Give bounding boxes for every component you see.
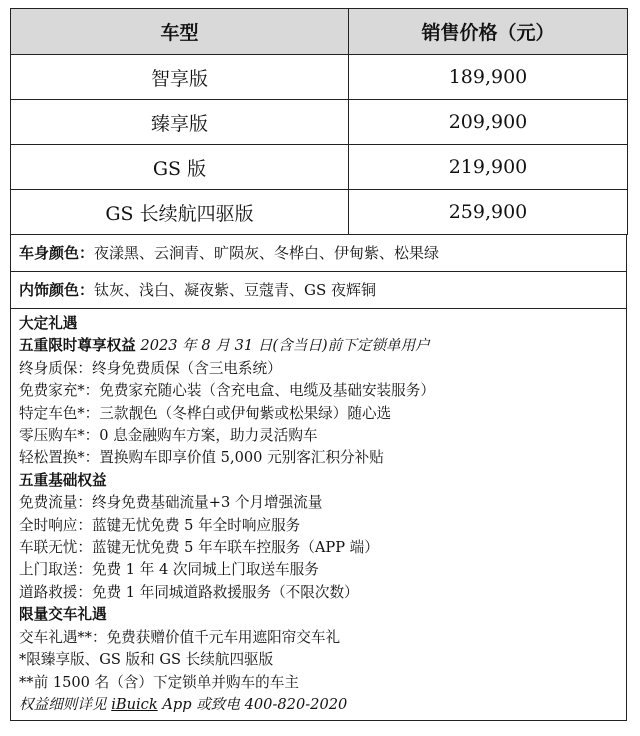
footnote: *限臻享版、GS 版和 GS 长续航四驱版 [19,651,274,669]
limited-heading: 五重限时尊享权益 [19,337,136,355]
footnote: **前 1500 名（含）下定锁单并购车的车主 [19,673,299,691]
price-cell: 259,900 [349,190,628,235]
model-cell: GS 长续航四驱版 [11,190,349,235]
price-table [10,8,628,235]
basic-heading: 五重基础权益 [19,471,107,489]
list-item: 交车礼遇**：免费获赠价值千元车用遮阳帘交车礼 [19,628,341,646]
interior-color-row [10,272,627,309]
table-row [11,100,628,145]
list-item: 零压购车*：0 息金融购车方案，助力灵活购车 [19,427,318,445]
list-item: 车联无忧：蓝键无忧免费 5 年车联车控服务（APP 端） [19,539,379,557]
body-color-value: 夜漾黑、云涧青、旷陨灰、冬桦白、伊甸紫、松果绿 [94,244,440,262]
delivery-heading: 限量交车礼遇 [19,606,107,624]
list-item: 免费流量：终身免费基础流量+3 个月增强流量 [19,494,323,512]
price-cell: 219,900 [349,145,628,190]
limited-heading-note: 2023 年 8 月 31 日(含当日)前下定锁单用户 [135,337,430,355]
interior-color-label: 内饰颜色： [19,281,95,299]
list-item: 终身质保：终身免费质保（含三电系统） [19,359,282,377]
price-cell: 189,900 [349,55,628,100]
list-item: 特定车色*：三款靓色（冬桦白或伊甸紫或松果绿）随心选 [19,404,392,422]
interior-color-value: 钛灰、浅白、凝夜紫、豆蔻青、GS 夜辉铜 [94,281,377,299]
footer-line [19,694,626,716]
list-item: 轻松置换*：置换购车即享价值 5,000 元别客汇积分补贴 [19,449,384,467]
table-row [11,145,628,190]
model-cell: 臻享版 [11,100,349,145]
model-cell: GS 版 [11,145,349,190]
list-item: 道路救援：免费 1 年同城道路救援服务（不限次数） [19,583,359,601]
list-item: 上门取送：免费 1 年 4 次同城上门取送车服务 [19,561,319,579]
header-price: 销售价格（元） [349,9,628,55]
list-item: 全时响应：蓝键无忧免费 5 年全时响应服务 [19,516,301,534]
gifts-section [10,309,627,721]
footer-prefix: 权益细则详见 [19,695,112,713]
header-model: 车型 [11,9,349,55]
table-row [11,55,628,100]
gifts-title: 大定礼遇 [19,315,78,332]
body-color-row [10,235,627,272]
body-color-label: 车身颜色： [19,244,95,262]
model-cell: 智享版 [11,55,349,100]
table-row [11,190,628,235]
price-sheet [10,8,627,721]
price-cell: 209,900 [349,100,628,145]
table-header-row [11,9,628,55]
list-item: 免费家充*：免费家充随心装（含充电盒、电缆及基础安装服务） [19,382,435,400]
footer-suffix: App 或致电 400-820-2020 [157,695,348,713]
ibuick-link[interactable]: iBuick [111,695,158,713]
limited-heading-line [19,335,626,357]
